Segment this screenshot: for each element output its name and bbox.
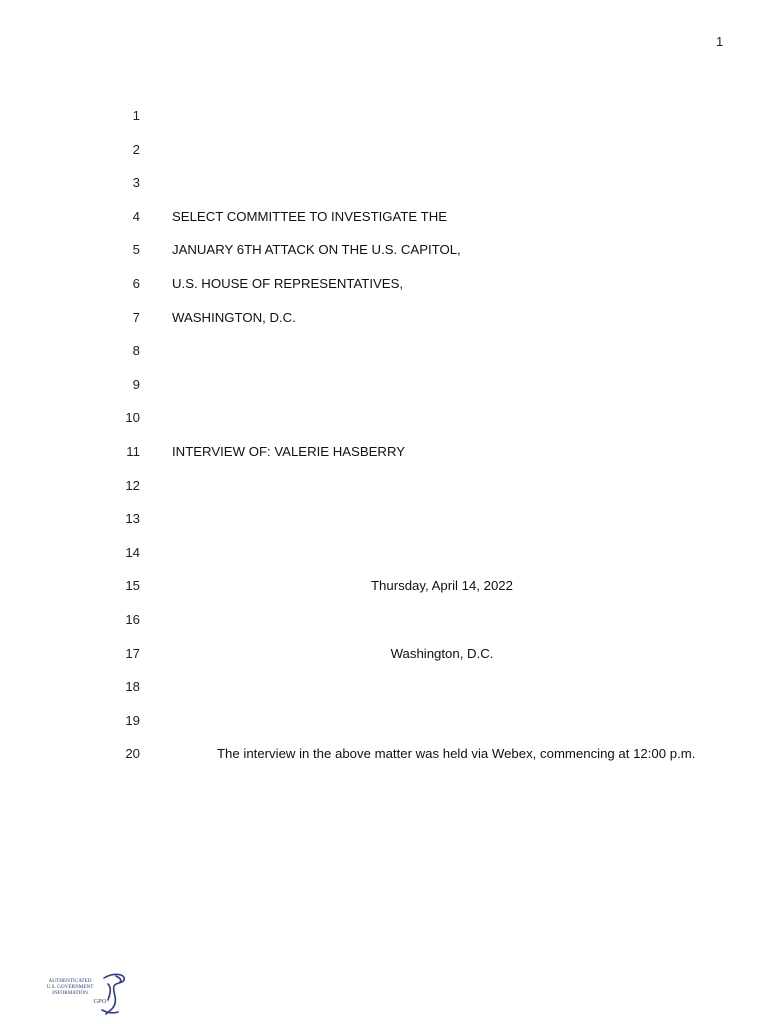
line-number: 16 (125, 612, 140, 627)
gpo-authenticated-seal (42, 970, 132, 1018)
line-text: Washington, D.C. (390, 645, 494, 661)
line-number: 8 (132, 343, 140, 359)
transcript-line (0, 140, 768, 160)
transcript-line (0, 240, 768, 260)
line-number: 20 (125, 746, 140, 762)
line-number: 10 (125, 410, 140, 426)
line-number: 12 (125, 477, 140, 493)
line-number: 9 (132, 376, 140, 392)
transcript-line (0, 677, 768, 697)
line-number: 1 (132, 108, 140, 123)
line-number: 2 (132, 141, 140, 157)
transcript-line (0, 173, 768, 193)
line-number: 19 (125, 712, 140, 728)
line-number: 6 (132, 276, 140, 291)
line-text: WASHINGTON, D.C. (172, 309, 296, 325)
line-text: INTERVIEW OF: VALERIE HASBERRY (172, 444, 406, 459)
seal-text-line3: INFORMATION (52, 990, 88, 996)
transcript-line (0, 744, 768, 764)
line-number: 18 (125, 679, 140, 695)
transcript-line (0, 644, 768, 664)
line-number: 17 (125, 645, 140, 661)
line-number: 3 (132, 175, 140, 191)
transcript-line (0, 408, 768, 428)
line-number: 15 (125, 578, 140, 594)
line-number: 7 (132, 309, 140, 325)
transcript-line (0, 308, 768, 328)
line-text: Thursday, April 14, 2022 (371, 578, 513, 594)
transcript-line (0, 711, 768, 731)
transcript-line (0, 106, 768, 126)
line-number: 5 (132, 242, 140, 258)
transcript-line (0, 442, 768, 462)
transcript-line (0, 476, 768, 496)
transcript-line (0, 274, 768, 294)
line-number: 11 (126, 444, 140, 459)
line-text: SELECT COMMITTEE TO INVESTIGATE THE (172, 208, 448, 224)
transcript-line (0, 341, 768, 361)
seal-text-line2: U.S. GOVERNMENT (46, 984, 94, 990)
seal-text-line4: GPO (93, 998, 107, 1005)
seal-text-line1: AUTHENTICATED (48, 978, 92, 984)
transcript-line (0, 375, 768, 395)
line-text: JANUARY 6TH ATTACK ON THE U.S. CAPITOL, (172, 242, 461, 258)
transcript-line (0, 610, 768, 630)
page-number: 1 (716, 34, 724, 49)
eagle-icon (102, 974, 124, 1014)
line-number: 14 (125, 544, 140, 560)
transcript-line (0, 576, 768, 596)
transcript-line (0, 207, 768, 227)
line-text: U.S. HOUSE OF REPRESENTATIVES, (172, 276, 404, 291)
transcript-line (0, 543, 768, 563)
line-text: The interview in the above matter was held via Webex, commencing at 12:00 p.m. (217, 746, 696, 762)
gpo-seal-graphic (42, 970, 132, 1018)
line-number: 4 (132, 208, 140, 224)
transcript-line (0, 509, 768, 529)
line-number: 13 (125, 511, 140, 527)
